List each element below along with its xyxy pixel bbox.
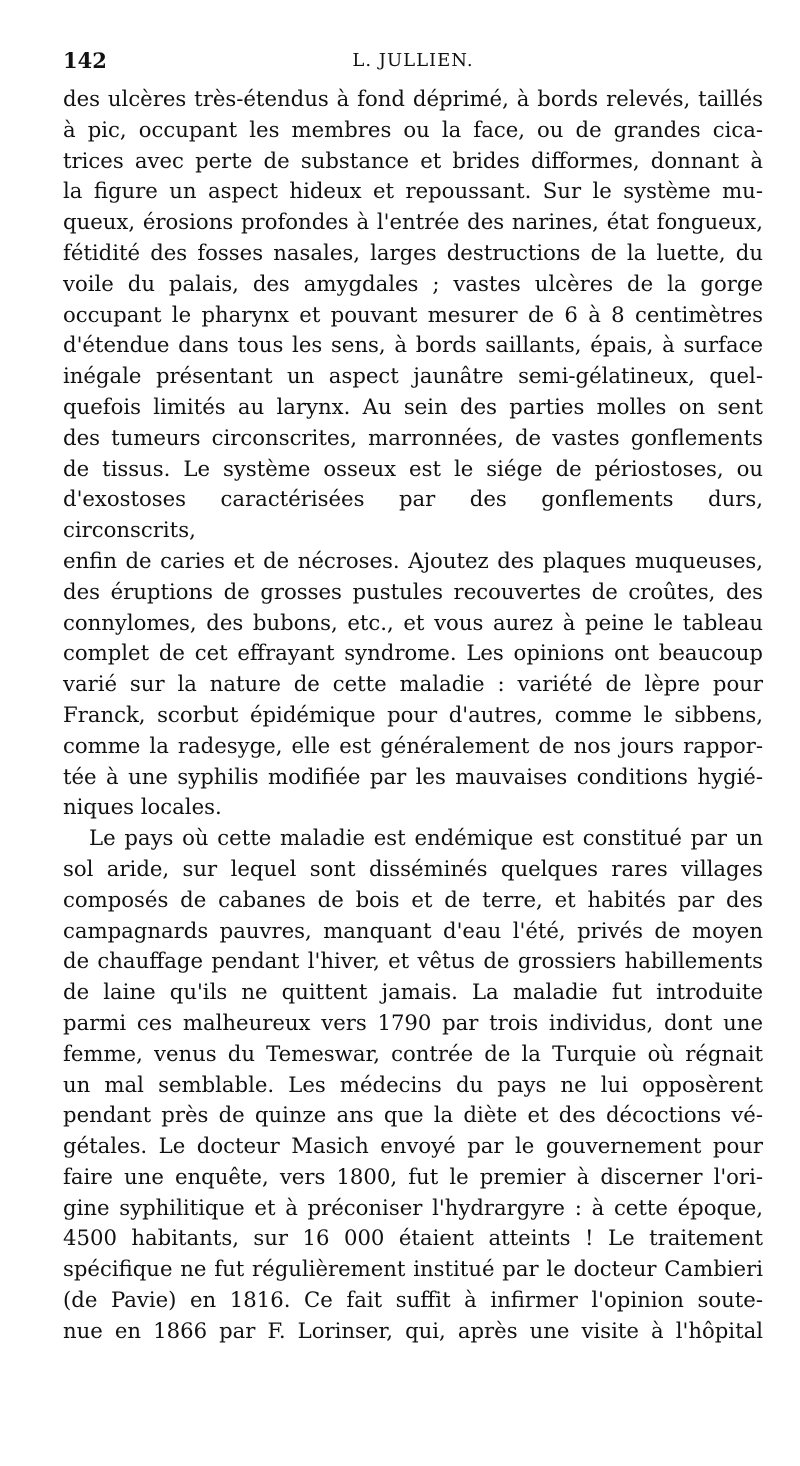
text-line: pendant près de quinze ans que la diète et des décoctions vé- — [63, 1102, 763, 1128]
text-line: spécifique ne fut régulièrement institué par le docteur Cambieri — [63, 1256, 763, 1282]
page-number: 142 — [63, 48, 107, 73]
text-line: d'exostoses caractérisées par des gonflements durs, circonscrits, — [63, 486, 763, 543]
running-head: L. JULLIEN. — [352, 50, 474, 71]
text-line: des ulcères très-étendus à fond déprimé, à bords relevés, taillés — [63, 86, 763, 111]
text-line: varié sur la nature de cette maladie : variété de lèpre pour — [63, 671, 763, 697]
page-header — [63, 48, 763, 84]
text-line: quefois limités au larynx. Au sein des parties molles on sent — [63, 393, 763, 419]
text-line: (de Pavie) en 1816. Ce fait suffit à infirmer l'opinion soute- — [63, 1287, 763, 1313]
text-line: campagnards pauvres, manquant d'eau l'été, privés de moyen — [63, 917, 763, 943]
text-line: comme la radesyge, elle est généralement de nos jours rappor- — [63, 732, 763, 758]
text-line: d'étendue dans tous les sens, à bords saillants, épais, à surface — [63, 332, 763, 358]
text-line: voile du palais, des amygdales ; vastes ulcères de la gorge — [63, 270, 763, 296]
text-line: connylomes, des bubons, etc., et vous aurez à peine le tableau — [63, 609, 763, 635]
text-line: queux, érosions profondes à l'entrée des narines, état fongueux, — [63, 209, 763, 235]
text-line: femme, venus du Temeswar, contrée de la Turquie où régnait — [63, 1040, 763, 1066]
text-line: parmi ces malheureux vers 1790 par trois individus, dont une — [63, 1009, 763, 1035]
text-line: inégale présentant un aspect jaunâtre semi-gélatineux, quel- — [63, 363, 763, 389]
text-line: niques locales. — [63, 794, 222, 820]
text-line: nue en 1866 par F. Lorinser, qui, après une visite à l'hôpital — [63, 1317, 763, 1343]
text-line: gine syphilitique et à préconiser l'hydrargyre : à cette époque, — [63, 1194, 763, 1220]
text-line: enfin de caries et de nécroses. Ajoutez des plaques muqueuses, — [63, 547, 763, 573]
text-line: des tumeurs circonscrites, marronnées, de vastes gonflements — [63, 424, 763, 450]
text-line: Franck, scorbut épidémique pour d'autres, comme le sibbens, — [63, 701, 763, 727]
text-line: Le pays où cette maladie est endémique est constitué par un — [89, 825, 763, 851]
text-line: à pic, occupant les membres ou la face, ou de grandes cica- — [63, 116, 763, 142]
body-text — [63, 84, 763, 1347]
text-line: 4500 habitants, sur 16 000 étaient atteints ! Le traitement — [63, 1225, 763, 1251]
text-line: composés de cabanes de bois et de terre, et habités par des — [63, 886, 763, 912]
text-line: gétales. Le docteur Masich envoyé par le gouvernement pour — [63, 1133, 763, 1159]
text-line: fétidité des fosses nasales, larges destructions de la luette, du — [63, 239, 763, 265]
text-line: un mal semblable. Les médecins du pays ne lui opposèrent — [63, 1071, 763, 1097]
text-line: de chauffage pendant l'hiver, et vêtus de grossiers habillements — [63, 948, 763, 974]
text-line: trices avec perte de substance et brides difformes, donnant à — [63, 147, 763, 173]
book-page — [63, 48, 763, 1347]
text-line: occupant le pharynx et pouvant mesurer de 6 à 8 centimètres — [63, 301, 763, 327]
text-line: de tissus. Le système osseux est le siége de périostoses, ou — [63, 455, 763, 481]
text-line: faire une enquête, vers 1800, fut le premier à discerner l'ori- — [63, 1163, 763, 1189]
text-line: de laine qu'ils ne quittent jamais. La maladie fut introduite — [63, 979, 763, 1005]
text-line: sol aride, sur lequel sont disséminés quelques rares villages — [63, 855, 763, 881]
text-line: complet de cet effrayant syndrome. Les opinions ont beaucoup — [63, 640, 763, 666]
text-line: la figure un aspect hideux et repoussant. Sur le système mu- — [63, 178, 763, 204]
text-line: des éruptions de grosses pustules recouvertes de croûtes, des — [63, 578, 763, 604]
text-line: tée à une syphilis modifiée par les mauvaises conditions hygié- — [63, 763, 763, 789]
